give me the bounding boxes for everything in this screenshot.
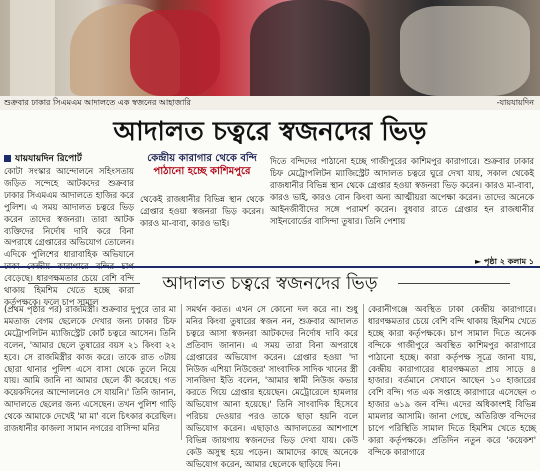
continued-column-1 — [4, 304, 176, 440]
article-column-1 — [4, 166, 134, 307]
article-column-1b — [140, 194, 264, 260]
pull-quote-line-1: কেন্দ্রীয় কারাগার থেকে বন্দি — [147, 153, 257, 164]
continued-column-1-text: (প্রথম পৃষ্ঠার পর) রাজমিস্ত্রী। শুক্রবার দুপুরে তার মা মমতাজ বেগম ছেলেকে দেখার জন্য ঢাকার চিফ মেট্রোপলিটন ম্যাজিস্ট্রেট কোর্ট চত্বরে আসেন। তিনি বলেন, 'আমার ছেলে তুষারের বয়স ২১ কিংবা ২২ হবে। সে রাজমিস্ত্রীর কাজ করে। তাকে রাত ৩টায় ছোরা থানার পুলিশ এসে বাসা থেকে তুলে নিয়ে যায়। আমি জানি না আমার ছেলে কী করেছে। গত কয়েকদিনের আন্দোলনেও সে যায়নি।' তিনি জানান, আদালতে ছেলের জন্য এসেছেন। তখন পুলিশ গাড়ি থেকে আমাকে দেখেই 'মা মা' বলে চিৎকার করেছিল। রাজধানীর কাজলা সামান নগরের বাসিন্দা মনির — [4, 304, 176, 434]
continued-headline: আদালত চত্বরে স্বজনদের ভিড় — [162, 273, 378, 294]
continued-column-3 — [368, 304, 536, 457]
bureau-text: যায়যায়দিন রিপোর্ট — [15, 154, 82, 164]
column-1-text: কোটা সংস্কার আন্দোলনে সহিংসতায় জড়িত সন্দেহে আটকদের শুক্রবার ঢাকার সিএমএম আদালতে হাজির করে পুলিশ। এ সময় আদালত চত্বরে ভিড় করেন তাদের স্বজনরা। তারা আটক ব্যক্তিদের নির্দোষ দাবি করে বিনা অপরাধে গ্রেপ্তারের অভিযোগ তোলেন। এদিকে পুলিশের ধারাবাহিক অভিযানে বেড়েছে। ধারণক্ষমতার চেয়ে বেশি বন্দি থাকায় হিমশিম খেতে হচ্ছে কারা কর্তৃপক্ষকে। ফলে চাপ সামাল — [4, 166, 134, 307]
photo-caption — [0, 96, 540, 110]
pull-quote — [140, 152, 264, 190]
pull-quote-line-2: পাঠানো হচ্ছে কাশিমপুরে — [153, 166, 251, 177]
news-photo — [0, 0, 540, 96]
continued-text: পৃষ্ঠা ২ কলাম ১ — [483, 257, 534, 266]
headline: আদালত চত্বরে স্বজনদের ভিড় — [113, 117, 427, 147]
continued-column-2 — [186, 304, 358, 469]
column-separator-2 — [363, 304, 364, 440]
article-column-2 — [270, 156, 534, 256]
bureau-line — [4, 152, 82, 166]
column-1b-text: থেকেই রাজধানীর বিভিন্ন স্থান থেকে গ্রেপ্তার হওয়া স্বজনরা ভিড় করেন। কারও মা-বাবা, কারও ভাই। — [140, 194, 264, 228]
caption-text: শুক্রবার ঢাকার সিএমএম আদালতে এক স্বজনের আহাজারি — [4, 98, 191, 107]
photo-credit: -যায়যায়দিন — [496, 98, 534, 107]
column-2-text: দিতে বন্দিদের পাঠানো হচ্ছে গাজীপুরের কাশিমপুর কারাগারে। শুক্রবার ঢাকার চিফ মেট্রোপলিটন ম্যাজিস্ট্রেট আদালত চত্বরে ঘুরে দেখা যায়, সকাল থেকেই রাজধানীর বিভিন্ন স্থান থেকে গ্রেপ্তার হওয়া স্বজনরা ভিড় করেন। কারও মা-বাবা, কারও ভাই, কারও বোন কিংবা অন্য আত্মীয়রা অপেক্ষা করেন। তাদের অনেকে আইনজীবীদের সঙ্গে পরামর্শ করেন। বুধবার রাতে গ্রেপ্তার হন রাজধানীর সাইনবোর্ডের বাসিন্দা তুষার। তিনি পেশায় — [270, 156, 534, 226]
continued-column-3-text: কেরানীগঞ্জে অবস্থিত ঢাকা কেন্দ্রীয় কারাগারে। ধারণক্ষমতার চেয়ে বেশি বন্দি থাকায় হিমশিম খেতে হচ্ছে কারা কর্তৃপক্ষকে। চাপ সামাল দিতে অনেক বন্দিকে গাজীপুরে অবস্থিত কাশিমপুর কারাগারে পাঠানো হচ্ছে। কারা কর্তৃপক্ষ সূত্রে জানা যায়, কেন্দ্রীয় কারাগারের ধারণক্ষমতা প্রায় সাড়ে ৪ হাজার। বর্তমানে সেখানে আছেন ১০ হাজারের বেশি বন্দি। গত এক সপ্তাহে কারাগারে এসেছেন ৩ হাজার ৬১৯ জন বন্দি। এদের অধিকাংশই বিভিন্ন মামলার আসামি। জানা গেছে, অতিরিক্ত বন্দিদের চাপে পরিস্থিতি সামাল দিতে হিমশিম খেতে হচ্ছে কারা কর্তৃপক্ষকে। প্রতিদিন নতুন করে 'কয়েকশ' বন্দিকে কারাগারে — [368, 304, 536, 457]
section-divider — [0, 266, 540, 268]
column-separator-1 — [181, 304, 182, 440]
square-bullet-icon — [4, 155, 11, 162]
continued-note: ► পৃষ্ঠা ২ কলাম ১ — [475, 257, 534, 266]
continued-column-2-text: সমর্থন করত। এখন সে কোনো দল করে না। শুধু মনির কিংবা তুষারের স্বজন নন, শুক্রবার আদালত চত্বরে আসা স্বজনরা আটকদের নির্দোষ দাবি করে প্রতিবাদ জানান। এ সময় তারা বিনা অপরাধে গ্রেপ্তারের অভিযোগ করেন। গ্রেপ্তার হওয়া 'দা নিউজ এশিয়া নিউজের' সাংবাদিক সাদিক খানের স্ত্রী সানজিদা ইতি বলেন, 'আমার স্বামী নিউজ কভার করতে গিয়ে গ্রেপ্তার হয়েছেন। মেট্রোরেলে হামলার অভিযোগ আনা হয়েছে।' তিনি সাংবাদিক হিসেবে পরিচয় দেওয়ার পরও তাকে ছাড়া হয়নি বলে অভিযোগ করেন। এছাড়াও আদালতের আশপাশে বিভিন্ন জায়গায় স্বজনদের ভিড় দেখা যায়। কেউ কেউ অসুস্থ হয়ে পড়েন। আমাদের কাছে অনেকে অভিযোগ করেন, আমার ছেলেকে ছাড়িয়ে দিন। — [186, 304, 358, 469]
